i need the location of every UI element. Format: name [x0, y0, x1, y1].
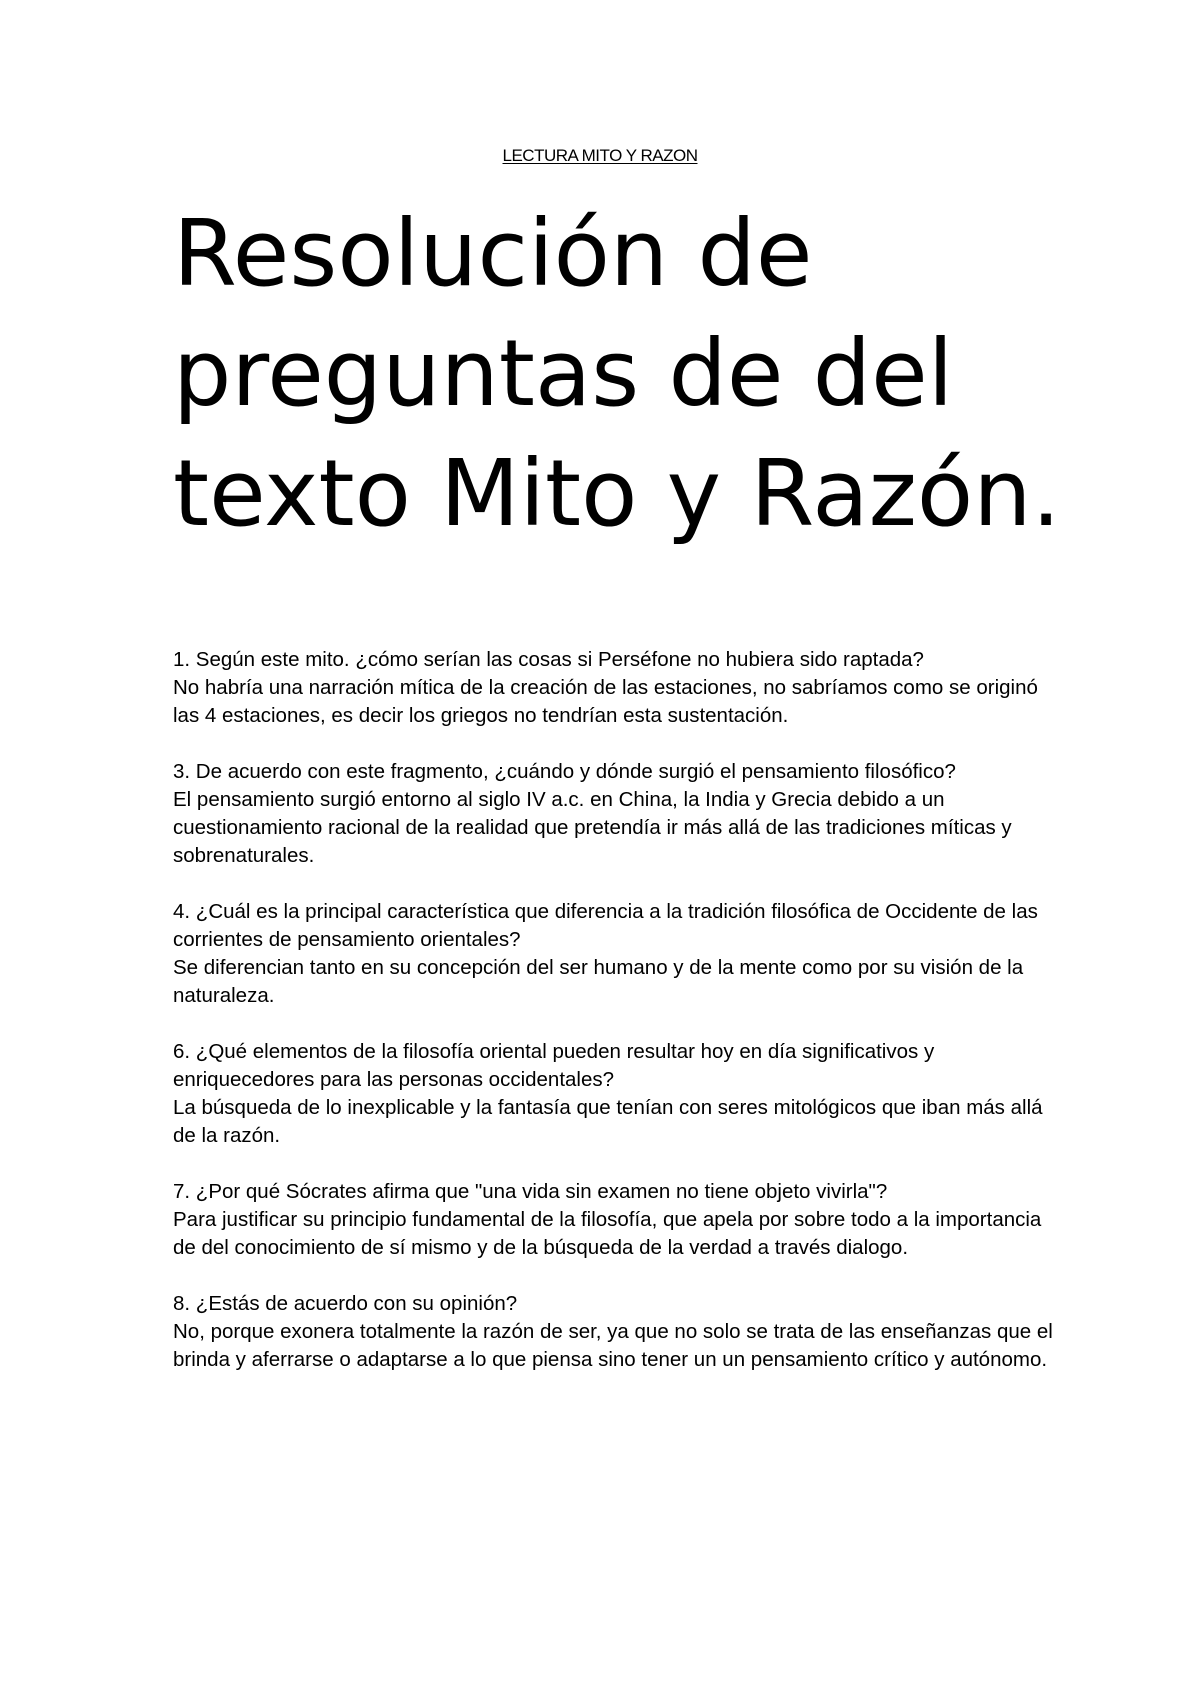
answer-text: Para justificar su principio fundamental de la filosofía, que apela por sobre todo a la importancia de del conocimiento de sí mismo y de la búsqueda de la verdad a través dialogo. [173, 1208, 1042, 1259]
answer-text: Se diferencian tanto en su concepción del ser humano y de la mente como por su visión de la naturaleza. [173, 956, 1024, 1007]
qa-block [173, 646, 1053, 730]
question-text: 4. ¿Cuál es la principal característica que diferencia a la tradición filosófica de Occidente de las corrientes de pensamiento orientales? [173, 900, 1038, 951]
question-text: 7. ¿Por qué Sócrates afirma que "una vida sin examen no tiene objeto vivirla"? [173, 1180, 888, 1203]
answer-text: No habría una narración mítica de la creación de las estaciones, no sabríamos como se originó las 4 estaciones, es decir los griegos no tendrían esta sustentación. [173, 676, 1038, 727]
answer-text: El pensamiento surgió entorno al siglo IV a.c. en China, la India y Grecia debido a un cuestionamiento racional de la realidad que pretendía ir más allá de las tradiciones míticas y sobrenaturales. [173, 788, 1012, 867]
question-text: 1. Según este mito. ¿cómo serían las cosas si Perséfone no hubiera sido raptada? [173, 648, 924, 671]
qa-block [173, 1178, 1053, 1262]
qa-block [173, 1290, 1053, 1374]
question-text: 8. ¿Estás de acuerdo con su opinión? [173, 1292, 518, 1315]
answer-text: No, porque exonera totalmente la razón de ser, ya que no solo se trata de las enseñanzas que el brinda y aferrarse o adaptarse a lo que piensa sino tener un un pensamiento crítico y autónomo. [173, 1320, 1053, 1371]
document-header: LECTURA MITO Y RAZON [502, 146, 698, 165]
qa-block [173, 758, 1053, 870]
qa-block [173, 1038, 1053, 1150]
answer-text: La búsqueda de lo inexplicable y la fantasía que tenían con seres mitológicos que iban más allá de la razón. [173, 1096, 1043, 1147]
question-text: 6. ¿Qué elementos de la filosofía oriental pueden resultar hoy en día significativos y enriquecedores para las personas occidentales? [173, 1040, 935, 1091]
qa-block [173, 898, 1053, 1010]
document-body [173, 646, 1053, 1402]
question-text: 3. De acuerdo con este fragmento, ¿cuándo y dónde surgió el pensamiento filosófico? [173, 760, 956, 783]
document-title: Resolución de preguntas de del texto Mito y Razón. [173, 200, 1061, 547]
